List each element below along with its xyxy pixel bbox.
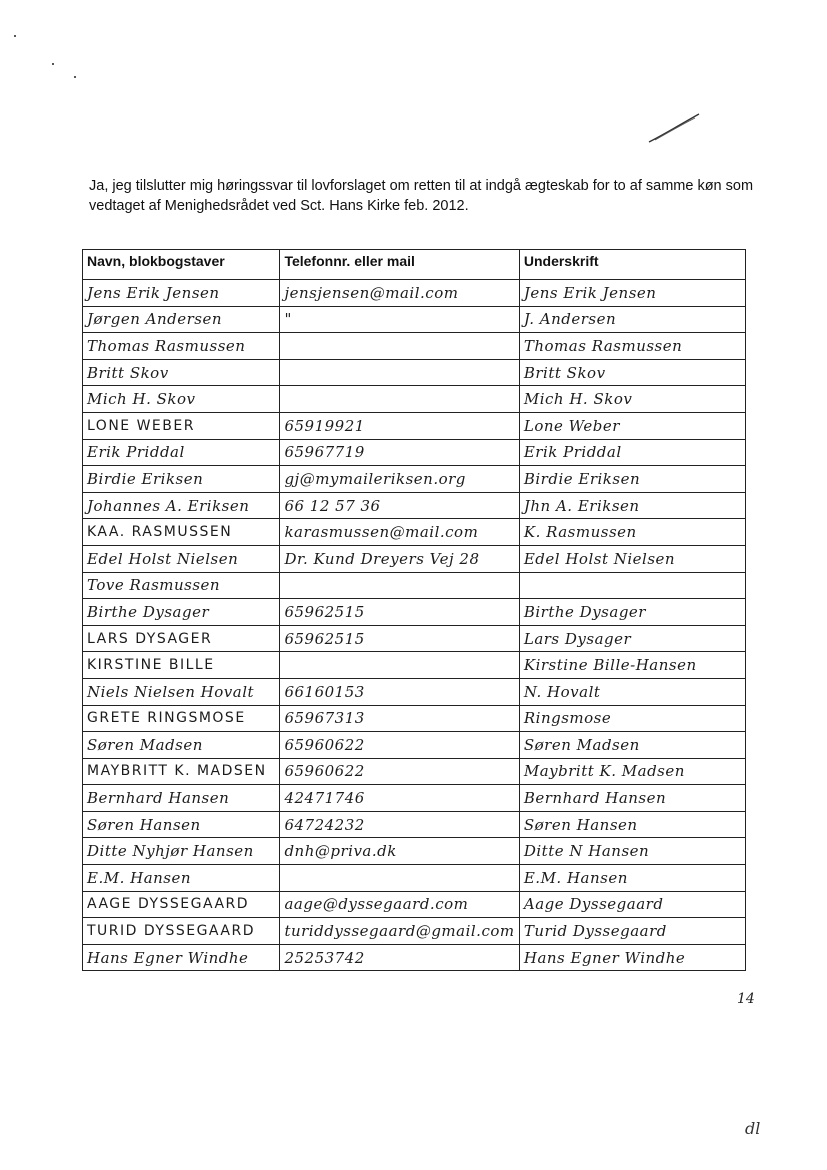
table-row	[83, 412, 746, 439]
header-contact: Telefonnr. eller mail	[280, 250, 519, 280]
cell-contact: 65962515	[280, 599, 519, 626]
cell-signature: J. Andersen	[519, 306, 745, 333]
cell-name: Niels Nielsen Hovalt	[83, 678, 280, 705]
signature-table	[82, 249, 746, 971]
table-row	[83, 572, 746, 599]
cell-signature: Kirstine Bille-Hansen	[519, 652, 745, 679]
table-row	[83, 785, 746, 812]
cell-contact	[280, 572, 519, 599]
cell-name: Edel Holst Nielsen	[83, 545, 280, 572]
cell-signature: K. Rasmussen	[519, 519, 745, 546]
cell-contact: jensjensen@mail.com	[280, 280, 519, 307]
table-row	[83, 439, 746, 466]
cell-contact: aage@dyssegaard.com	[280, 891, 519, 918]
cell-signature: Thomas Rasmussen	[519, 333, 745, 360]
cell-signature: Erik Priddal	[519, 439, 745, 466]
cell-signature: Turid Dyssegaard	[519, 918, 745, 945]
cell-signature: Søren Hansen	[519, 811, 745, 838]
cell-signature	[519, 572, 745, 599]
table-row	[83, 386, 746, 413]
cell-contact: "	[280, 306, 519, 333]
scan-speck	[14, 35, 16, 37]
cell-name: Mich H. Skov	[83, 386, 280, 413]
table-header-row	[83, 250, 746, 280]
cell-contact: dnh@priva.dk	[280, 838, 519, 865]
cell-name: Tove Rasmussen	[83, 572, 280, 599]
table-row	[83, 652, 746, 679]
table-row	[83, 625, 746, 652]
cell-name: Erik Priddal	[83, 439, 280, 466]
table-row	[83, 891, 746, 918]
cell-signature: Birthe Dysager	[519, 599, 745, 626]
cell-contact: 65960622	[280, 758, 519, 785]
table-row	[83, 944, 746, 971]
cell-contact: turiddyssegaard@gmail.com	[280, 918, 519, 945]
cell-name: Jens Erik Jensen	[83, 280, 280, 307]
cell-contact: 42471746	[280, 785, 519, 812]
cell-name: Johannes A. Eriksen	[83, 492, 280, 519]
cell-name: Britt Skov	[83, 359, 280, 386]
table-row	[83, 492, 746, 519]
table-row	[83, 280, 746, 307]
cell-contact: gj@mymaileriksen.org	[280, 466, 519, 493]
table-row	[83, 838, 746, 865]
header-name: Navn, blokbogstaver	[83, 250, 280, 280]
cell-contact: Dr. Kund Dreyers Vej 28	[280, 545, 519, 572]
cell-name: E.M. Hansen	[83, 865, 280, 892]
cell-signature: Aage Dyssegaard	[519, 891, 745, 918]
cell-signature: Lars Dysager	[519, 625, 745, 652]
cell-name: AAGE DYSSEGAARD	[83, 891, 280, 918]
cell-signature: Jens Erik Jensen	[519, 280, 745, 307]
table-row	[83, 865, 746, 892]
cell-signature: Ringsmose	[519, 705, 745, 732]
cell-contact: 66 12 57 36	[280, 492, 519, 519]
cell-signature: Hans Egner Windhe	[519, 944, 745, 971]
cell-name: MAYBRITT K. MADSEN	[83, 758, 280, 785]
cell-contact	[280, 865, 519, 892]
cell-signature: Birdie Eriksen	[519, 466, 745, 493]
cell-signature: Bernhard Hansen	[519, 785, 745, 812]
cell-signature: Søren Madsen	[519, 732, 745, 759]
table-row	[83, 758, 746, 785]
pen-stroke-mark	[645, 110, 705, 150]
cell-contact: 66160153	[280, 678, 519, 705]
cell-name: Bernhard Hansen	[83, 785, 280, 812]
cell-signature: Mich H. Skov	[519, 386, 745, 413]
cell-name: Søren Hansen	[83, 811, 280, 838]
table-row	[83, 678, 746, 705]
scan-speck	[52, 63, 54, 65]
page-number-mark: 14	[737, 991, 755, 1007]
cell-name: Thomas Rasmussen	[83, 333, 280, 360]
cell-contact: 65967719	[280, 439, 519, 466]
cell-name: GRETE RINGSMOSE	[83, 705, 280, 732]
table-row	[83, 359, 746, 386]
cell-signature: Edel Holst Nielsen	[519, 545, 745, 572]
cell-contact: 65960622	[280, 732, 519, 759]
cell-name: KIRSTINE BILLE	[83, 652, 280, 679]
intro-statement: Ja, jeg tilslutter mig høringssvar til lovforslaget om retten til at indgå ægteskab for to af samme køn som vedtaget af Menighedsrådet ved Sct. Hans Kirke feb. 2012.	[89, 178, 754, 214]
cell-name: Ditte Nyhjør Hansen	[83, 838, 280, 865]
cell-contact: karasmussen@mail.com	[280, 519, 519, 546]
table-row	[83, 599, 746, 626]
header-signature: Underskrift	[519, 250, 745, 280]
table-row	[83, 705, 746, 732]
cell-contact	[280, 359, 519, 386]
table-row	[83, 918, 746, 945]
table-row	[83, 306, 746, 333]
cell-contact: 65962515	[280, 625, 519, 652]
cell-contact: 65967313	[280, 705, 519, 732]
cell-signature: Maybritt K. Madsen	[519, 758, 745, 785]
scan-speck	[74, 76, 76, 78]
table-row	[83, 545, 746, 572]
cell-contact: 25253742	[280, 944, 519, 971]
table-row	[83, 732, 746, 759]
cell-signature: Britt Skov	[519, 359, 745, 386]
cell-name: Jørgen Andersen	[83, 306, 280, 333]
cell-signature: E.M. Hansen	[519, 865, 745, 892]
cell-contact	[280, 652, 519, 679]
table-row	[83, 811, 746, 838]
cell-signature: Lone Weber	[519, 412, 745, 439]
cell-name: Søren Madsen	[83, 732, 280, 759]
cell-name: LARS DYSAGER	[83, 625, 280, 652]
corner-initials-mark: dl	[745, 1119, 761, 1138]
cell-signature: Jhn A. Eriksen	[519, 492, 745, 519]
cell-name: LONE WEBER	[83, 412, 280, 439]
cell-name: KAA. RASMUSSEN	[83, 519, 280, 546]
cell-name: TURID DYSSEGAARD	[83, 918, 280, 945]
table-row	[83, 466, 746, 493]
table-row	[83, 333, 746, 360]
cell-contact	[280, 386, 519, 413]
cell-contact: 64724232	[280, 811, 519, 838]
cell-name: Birdie Eriksen	[83, 466, 280, 493]
cell-signature: Ditte N Hansen	[519, 838, 745, 865]
cell-signature: N. Hovalt	[519, 678, 745, 705]
cell-contact	[280, 333, 519, 360]
table-row	[83, 519, 746, 546]
cell-name: Birthe Dysager	[83, 599, 280, 626]
cell-name: Hans Egner Windhe	[83, 944, 280, 971]
cell-contact: 65919921	[280, 412, 519, 439]
